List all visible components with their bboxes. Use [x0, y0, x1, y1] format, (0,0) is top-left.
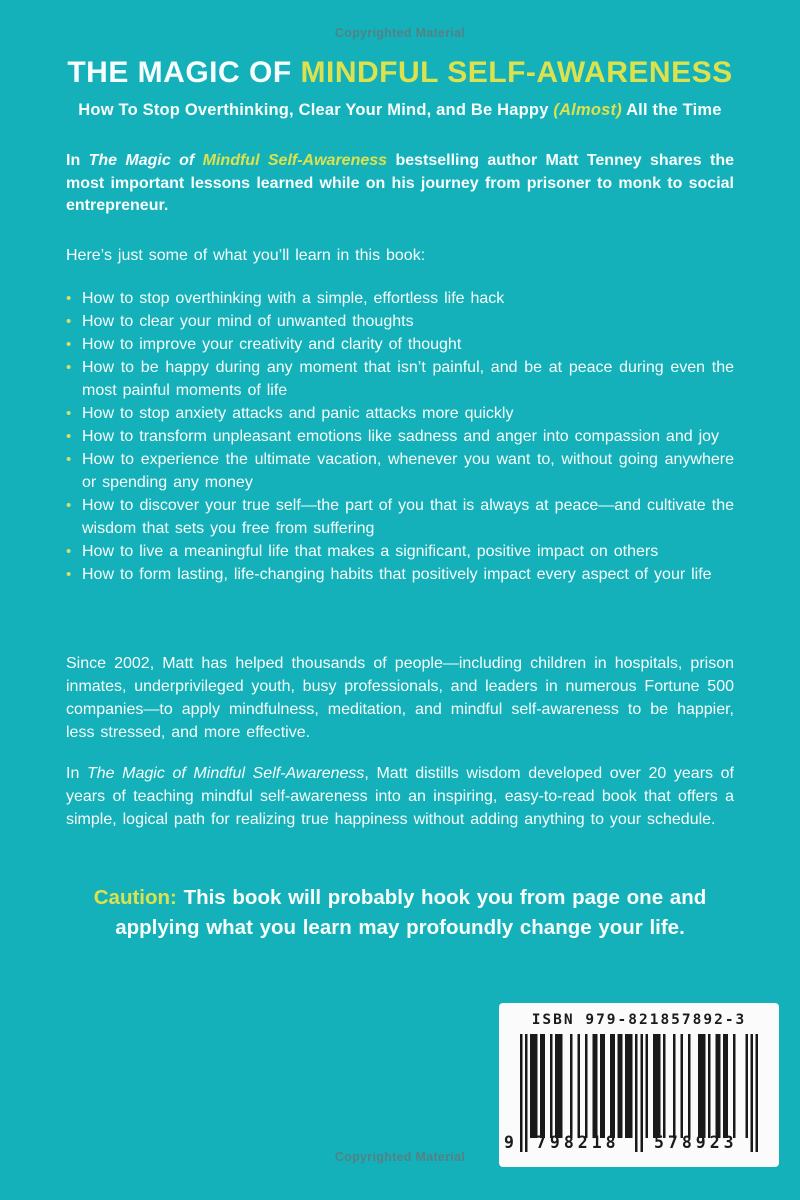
learn-heading: Here’s just some of what you’ll learn in this book:: [66, 247, 426, 264]
title-main: THE MAGIC OF: [67, 56, 301, 89]
intro-lead: In: [66, 152, 89, 169]
book-summary-paragraph: [66, 762, 734, 831]
title-accent: MINDFUL SELF-AWARENESS: [300, 56, 733, 89]
list-item: • How to experience the ultimate vacation, whenever you want to, without going anywhere or spending any money: [66, 448, 734, 494]
caution-text: This book will probably hook you from page one and applying what you learn may profoundly change your life.: [115, 886, 707, 939]
list-item: • How to improve your creativity and clarity of thought: [66, 333, 734, 356]
caution-label: Caution:: [93, 886, 177, 909]
intro-rest: bestselling author Matt Tenney shares the most important lessons learned while on his journey from prisoner to monk to social entrepreneur.: [66, 152, 734, 214]
list-item: • How to form lasting, life-changing habits that positively impact every aspect of your life: [66, 563, 734, 586]
intro-book-title-white: The Magic of: [88, 152, 203, 169]
book-title: [0, 56, 800, 90]
summary-rest: , Matt distills wisdom developed over 20 years of years of teaching mindful self-awareness into an inspiring, easy-to-read book that offers a simple, logical path for realizing true happiness without adding anything to your schedule.: [66, 765, 734, 828]
list-item: • How to clear your mind of unwanted thoughts: [66, 310, 734, 333]
subtitle-accent: (Almost): [553, 101, 622, 119]
caution-note: [50, 883, 750, 943]
list-item: • How to be happy during any moment that isn’t painful, and be at peace during even the most painful moments of life: [66, 356, 734, 402]
list-item: • How to stop anxiety attacks and panic attacks more quickly: [66, 402, 734, 425]
intro-book-title-yellow: Mindful Self-Awareness: [202, 152, 388, 169]
list-item: • How to stop overthinking with a simple, effortless life hack: [66, 287, 734, 310]
bullet-list: [66, 287, 734, 586]
list-item: • How to discover your true self—the part of you that is always at peace—and cultivate the wisdom that sets you free from suffering: [66, 494, 734, 540]
barcode-digit-group2: 578923: [654, 1133, 738, 1152]
summary-book-title: The Magic of Mindful Self-Awareness: [86, 765, 365, 782]
subtitle-text: How To Stop Overthinking, Clear Your Mind, and Be Happy: [78, 101, 554, 119]
copyright-notice-bottom: Copyrighted Material: [334, 1150, 466, 1164]
intro-paragraph: [66, 150, 734, 218]
list-item: • How to live a meaningful life that makes a significant, positive impact on others: [66, 540, 734, 563]
barcode-digit-left: 9: [504, 1133, 514, 1152]
isbn-number: ISBN 979-821857892-3: [531, 1012, 747, 1028]
book-subtitle: [0, 101, 800, 120]
author-bio-paragraph: Since 2002, Matt has helped thousands of people—including children in hospitals, prison inmates, underprivileged youth, busy professionals, and leaders in numerous Fortune 500 companies—to apply mindfulness, meditation, and mindful self-awareness to be happier, less stressed, and more effective.: [66, 655, 734, 741]
barcode: [499, 1003, 779, 1167]
summary-lead: In: [66, 765, 87, 782]
subtitle-text-end: All the Time: [621, 101, 722, 119]
list-item: • How to transform unpleasant emotions like sadness and anger into compassion and joy: [66, 425, 734, 448]
barcode-digit-group1: 798218: [536, 1133, 620, 1152]
copyright-notice-top: Copyrighted Material: [334, 26, 466, 40]
